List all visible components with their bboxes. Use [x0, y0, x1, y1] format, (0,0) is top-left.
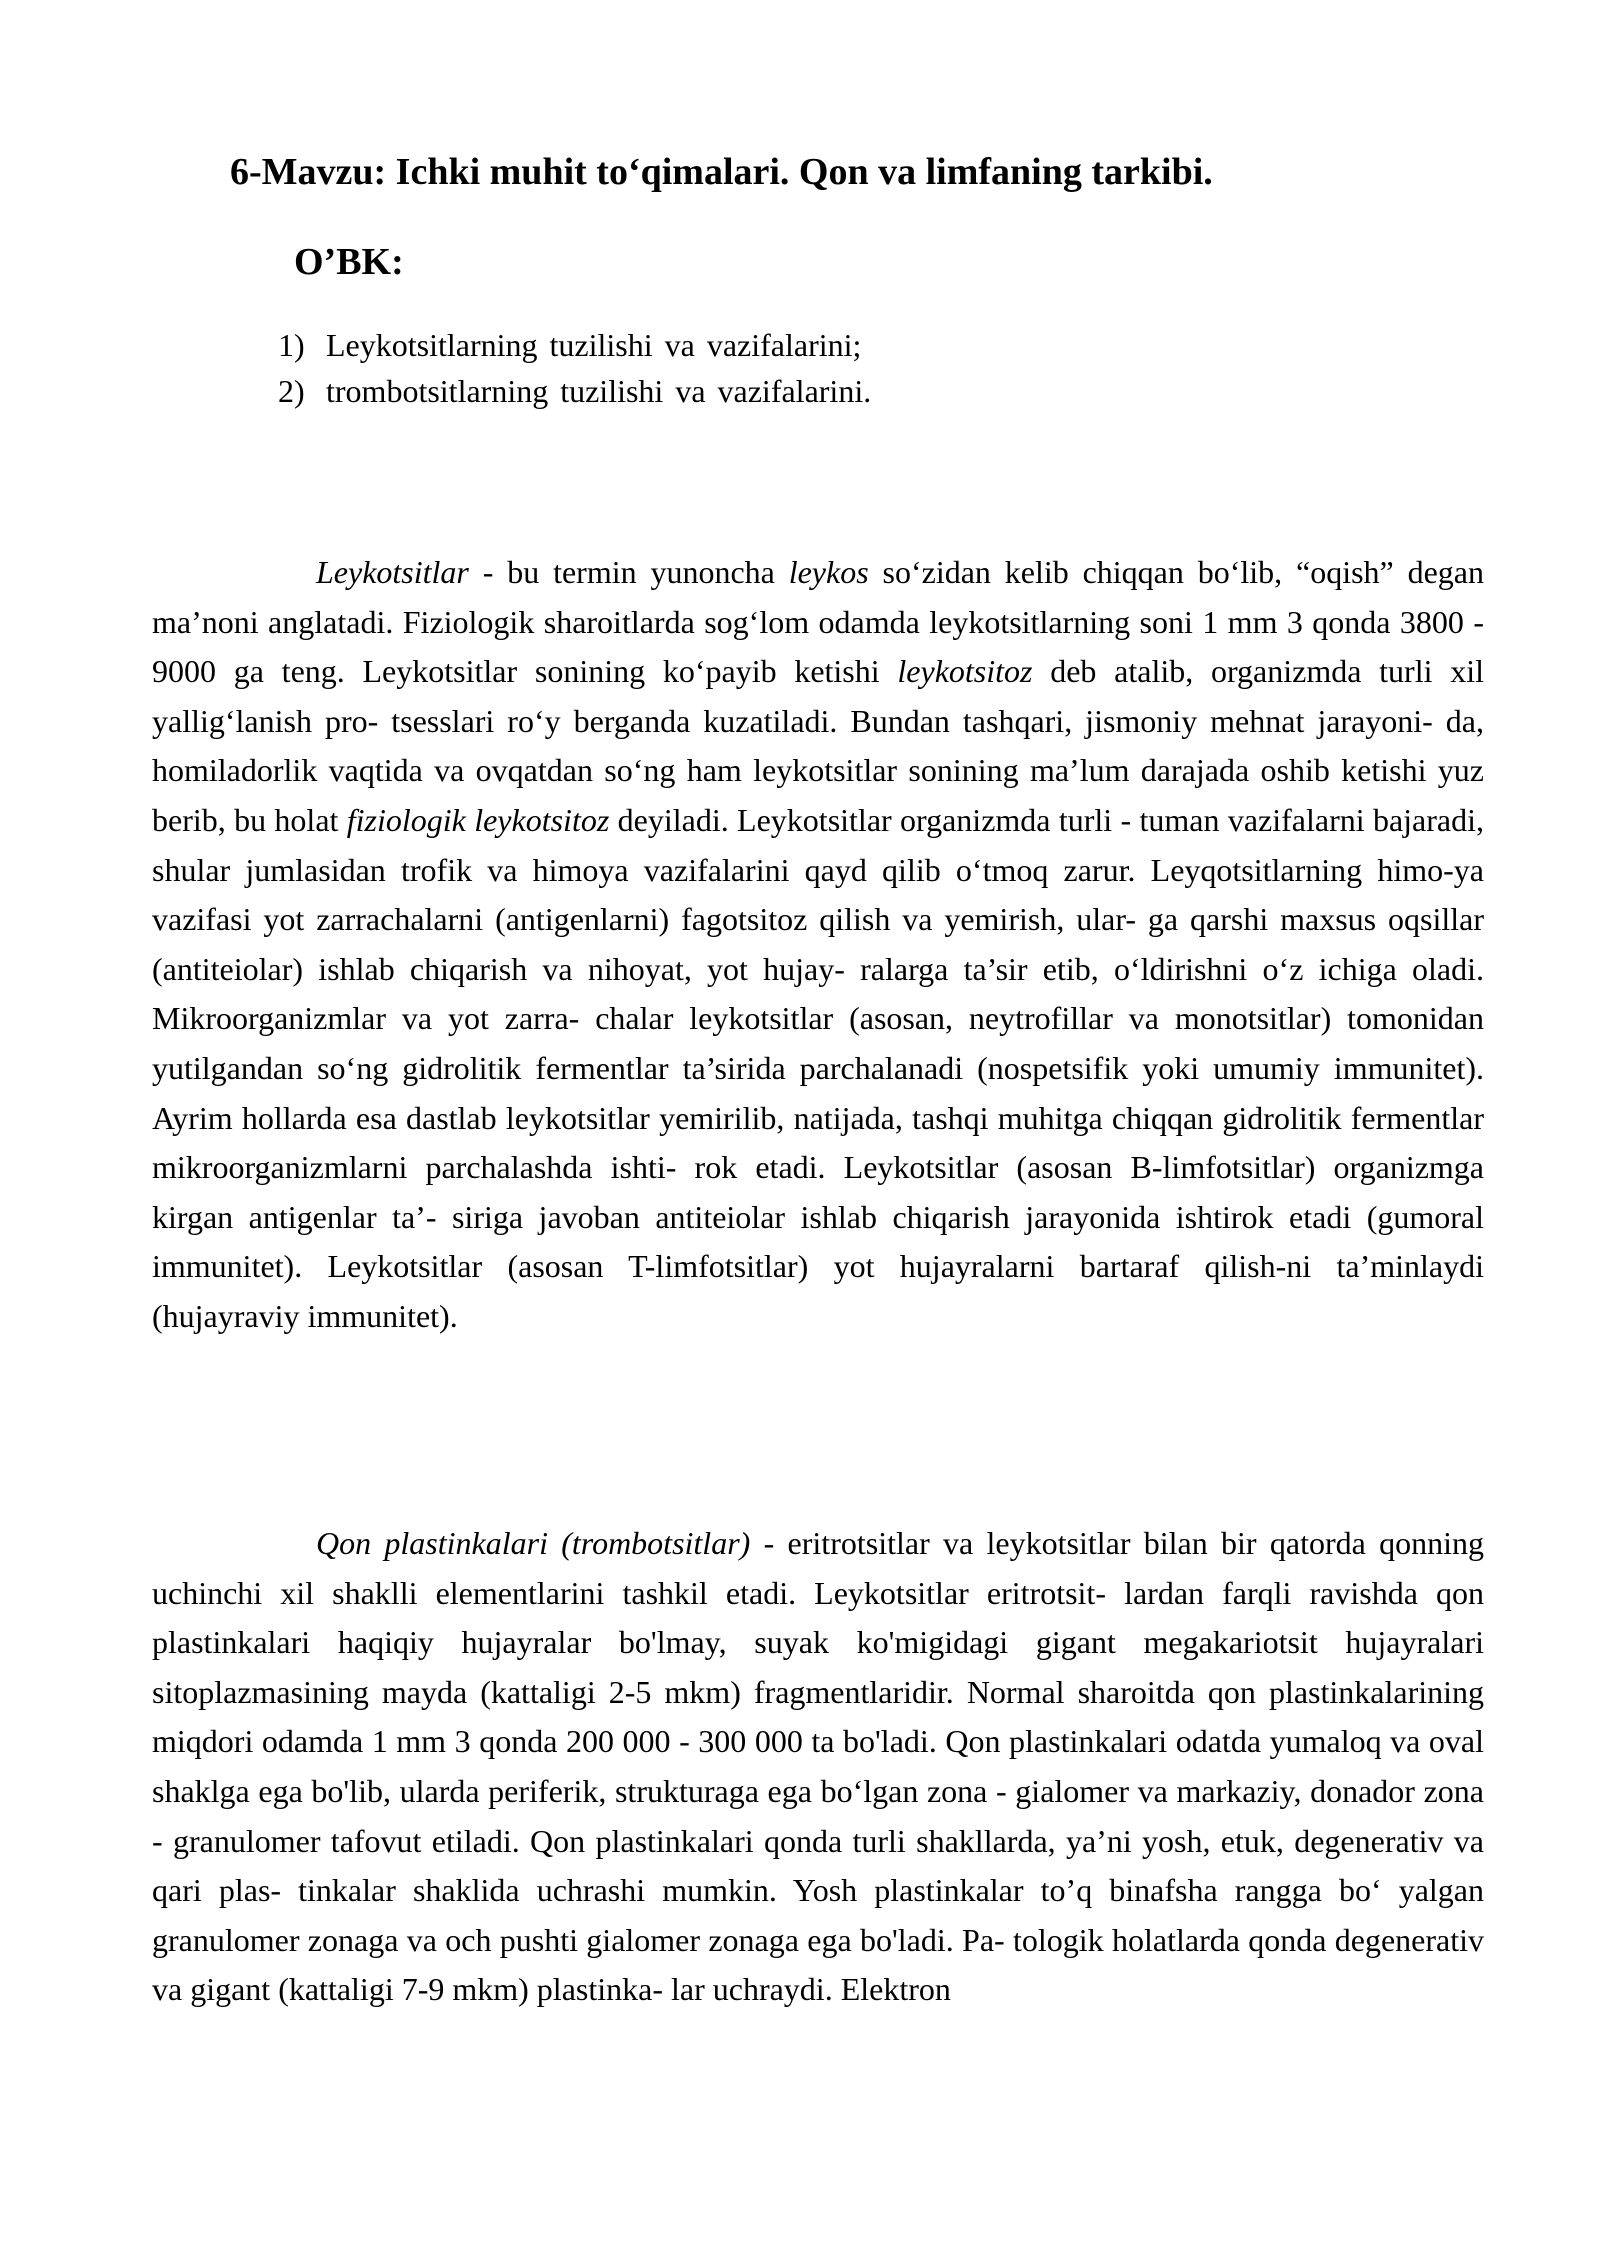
objective-number: 2) [278, 373, 305, 409]
objective-text: trombotsitlarning tuzilishi va vazifalarini. [326, 373, 872, 409]
objective-item [278, 322, 871, 368]
term-italic: Leykotsitlar [316, 554, 469, 590]
objectives-heading: O’BK: [294, 241, 404, 283]
term-italic: Qon plastinkalari (trombotsitlar) [316, 1525, 751, 1561]
objective-item [278, 368, 871, 414]
objectives-list [278, 322, 871, 414]
paragraph-text: - bu termin yunoncha [468, 554, 789, 590]
term-italic: leykos [788, 554, 869, 590]
term-italic: fiziologik leykotsitoz [346, 801, 610, 838]
paragraph-text: deb atalib, organizmda turli xil yallig‘lanish pro- tsesslari ro‘y berganda kuzatiladi. Bundan tashqari, jismoniy mehnat jarayoni- da, homiladorlik vaqtida va ovqatdan so‘ng ham leykotsitlar sonining ma’lum darajada oshib ketishi yuz berib, bu holat [152, 653, 1485, 838]
paragraph-text: deyiladi. Leykotsitlar organizmda turli - tuman vazifalarni bajaradi, shular jumlasidan trofik va himoya vazifalarini qayd qilib o‘tmoq zarur. Leyqotsitlarning himo-ya vazifasi yot zarrachalarni (antigenlarni) fagotsitoz qilish va yemirish, ular- ga qarshi maxsus oqsillar (antiteiolar) ishlab chiqarish va nihoyat, yot hujay- ralarga ta’sir etib, o‘ldirishni o‘z ichiga oladi. Mikroorganizmlar va yot zarra- chalar leykotsitlar (asosan, neytrofillar va monotsitlar) tomonidan yutilgandan so‘ng gidrolitik fermentlar ta’sirida parchalanadi (nospetsifik yoki umumiy immunitet). Ayrim hollarda esa dastlab leykotsitlar yemirilib, natijada, tashqi muhitga chiqqan gidrolitik fermentlar mikroorganizmlarni parchalashda ishti- rok etadi. Leykotsitlar (asosan B-limfotsitlar) organizmga kirgan antigenlar ta’- siriga javoban antiteiolar ishlab chiqarish jarayonida ishtirok etadi (gumoral immunitet). Leykotsitlar (asosan T-limfotsitlar) yot hujayralarni bartaraf qilish-ni ta’minlaydi (hujayraviy immunitet). [152, 801, 1485, 1334]
paragraph-platelets [152, 1519, 1484, 2015]
paragraph-text: so‘zidan kelib chiqqan bo‘lib, “oqish” degan ma’noni anglatadi. Fiziologik sharoitlarda sog‘lom odamda leykotsitlarning soni 1 mm 3 qonda 3800 - 9000 ga teng. Leykotsitlar sonining ko‘payib ketishi [152, 554, 1485, 690]
paragraph-text: - eritrotsitlar va leykotsitlar bilan bir qatorda qonning uchinchi xil shaklli elementlarini tashkil etadi. Leykotsitlar eritrotsit- lardan farqli ravishda qon plastinkalari haqiqiy hujayralar bo'lmay, suyak ko'migidagi gigant megakariotsit hujayralari sitoplazmasining mayda (kattaligi 2-5 mkm) fragmentlaridir. Normal sharoitda qon plastinkalarining miqdori odamda 1 mm 3 qonda 200 000 - 300 000 ta bo'ladi. Qon plastinkalari odatda yumaloq va oval shaklga ega bo'lib, ularda periferik, strukturaga ega bo‘lgan zona - gialomer va markaziy, donador zona - granulomer tafovut etiladi. Qon plastinkalari qonda turli shakllarda, ya’ni yosh, etuk, degenerativ va qari plas- tinkalar shaklida uchrashi mumkin. Yosh plastinkalar to’q binafsha rangga bo‘ yalgan granulomer zonaga va och pushti gialomer zonaga ega bo'ladi. Pa- tologik holatlarda qonda degenerativ va gigant (kattaligi 7-9 mkm) plastinka- lar uchraydi. Elektron [152, 1525, 1485, 2008]
term-italic: leykotsitoz [897, 653, 1033, 690]
document-title: 6-Mavzu: Ichki muhit to‘qimalari. Qon va limfaning tarkibi. [230, 151, 1213, 193]
objective-number: 1) [278, 327, 305, 363]
objective-text: Leykotsitlarning tuzilishi va vazifalarini; [326, 327, 862, 363]
paragraph-leukocytes [152, 548, 1484, 1342]
